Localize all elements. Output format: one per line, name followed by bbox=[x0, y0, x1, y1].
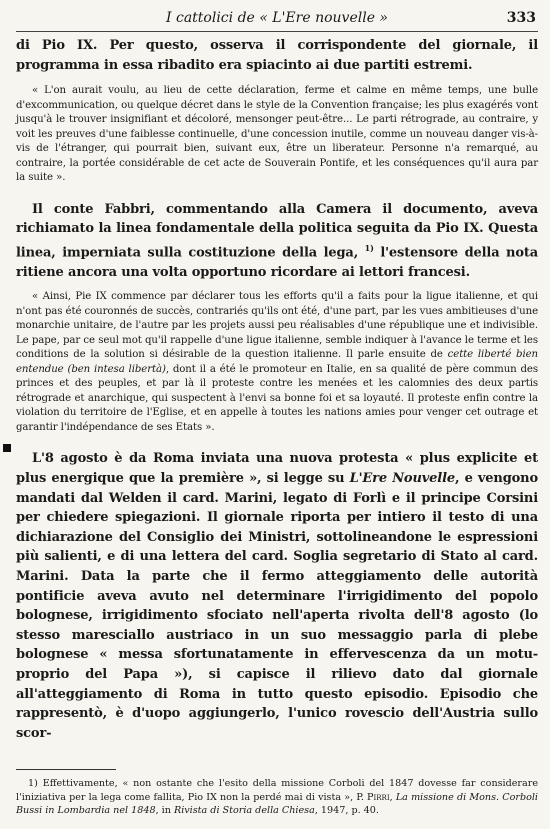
footnote-reference: 1) bbox=[364, 242, 374, 253]
quote-2 bbox=[16, 290, 538, 435]
footnote bbox=[16, 777, 538, 818]
running-title: I cattolici de « L'Ere nouvelle » bbox=[166, 10, 388, 26]
footnote-title: La missione di Mons. Corboli Bussi in Lombardia nel 1848 bbox=[16, 791, 538, 817]
paragraph-2-part-a: Il conte Fabbri, commentando alla Camera il documento, aveva richiamato la linea fondamentale della politica seguita da Pio IX. Questa linea, imperniata sulla costituzione della lega, bbox=[16, 201, 538, 261]
footnote-tail: , 1947, p. 40. bbox=[314, 805, 379, 817]
running-header bbox=[16, 10, 538, 32]
footnote-author: P. Pirri bbox=[356, 791, 390, 803]
paragraph-3-italic: L'Ere Nouvelle bbox=[349, 470, 455, 486]
paragraph-3-part-b: , e vengono mandati dal Welden il card. Marini, legato di Forlì e il principe Corsini per chiedere spiegazioni. Il giornale riporta per intiero il testo di una dichiarazione del Consiglio dei Ministri, sottolineandone le espressioni più salienti, e di una lettera del card. Soglia segretario di Stato al card. Marini. Data la parte che il fermo atteggiamento delle autorità pontificie aveva avuto nel determinare l'irrigidimento del popolo bolognese, irrigidimento sfociato nell'aperta rivolta dell'8 agosto (lo stesso maresciallo austriaco in un suo messaggio parla di plebe bolognese « messa sfortunatamente in effervescenza da un motu-proprio del Papa »), si capisce il rilievo dato dal giornale all'atteggiamento di Roma in tutto questo episodio. Episodio che rappresentò, è d'uopo aggiungerlo, l'unico rovescio dell'Austria sullo scor- bbox=[16, 470, 538, 741]
paragraph-2 bbox=[16, 200, 538, 283]
quote-2-part-a: « Ainsi, Pie IX commence par déclarer tous les efforts qu'il a faits pour la ligue italienne, et qui n'ont pas été couronnés de succès, contrariés qu'ils ont été, d'une part, par les vues ambitieuses d'une monarchie unitaire, de l'autre par les projets aussi peu réalisables d'une république une et indivisible. Le pape, par ce seul mot qu'il rappelle d'une ligue italienne, semble indiquer à l'avance le terme et les conditions de la solution si désirable de la question italienne. Il parle ensuite de bbox=[16, 291, 538, 361]
paragraph-2-part-b: l'estensore della nota ritiene ancora una volta opportuno ricordare ai lettori francesi. bbox=[16, 245, 539, 280]
footnote-rule bbox=[16, 769, 116, 770]
page bbox=[16, 10, 538, 818]
margin-mark bbox=[3, 444, 11, 452]
footnote-text: Effettivamente, « non ostante che l'esito della missione Corboli del 1847 dovesse far considerare l'iniziativa per la lega come fallita, Pio IX non la perdé mai di vista », bbox=[16, 778, 538, 803]
footnote-mid: , in bbox=[155, 805, 174, 817]
page-number: 333 bbox=[506, 10, 536, 26]
footnote-number: 1) bbox=[28, 778, 38, 790]
footnote-sep: , bbox=[389, 791, 396, 803]
quote-2-part-b: , dont il a été le promoteur en Italie, en sa qualité de père commun des princes et des peuples, et par là il proteste contre les menées et les calomnies des deux partis rétrograde et anarchique, qui suspectent à l'envi sa bonne foi et sa loyauté. Il proteste enfin contre la violation du territoire de l'Eglise, et en appelle à toutes les nations amies pour venger cet outrage et garantir l'indépendance de ses Etats ». bbox=[16, 363, 538, 433]
quote-2-italic: cette liberté bien entendue (ben intesa libertà) bbox=[16, 349, 538, 375]
paragraph-1: di Pio IX. Per questo, osserva il corrispondente del giornale, il programma in essa ribadito era spiacinto ai due partiti estremi. bbox=[16, 38, 538, 73]
footnote-journal: Rivista di Storia della Chiesa bbox=[173, 805, 315, 817]
paragraph-3 bbox=[16, 449, 538, 743]
quote-1: « L'on aurait voulu, au lieu de cette déclaration, ferme et calme en même temps, une bulle d'excommunication, ou quelque décret dans le style de la Convention française; les plus exagérés vont jusqu'à le trouver insignifiant et décoloré, mensonger peut-être... Le parti rétrograde, au contraire, y voit les preuves d'une faiblesse continuelle, d'une concession inutile, comme un nouveau danger vis-à-vis de l'étranger, qui pourrait bien, suivant eux, être un liberateur. Personne n'a remarqué, au contraire, la portée considérable de cet acte de Souverain Pontife, et les conséquences qu'il aura par la suite ». bbox=[16, 85, 538, 184]
paragraph-3-part-a: L'8 agosto è da Roma inviata una nuova protesta « plus explicite et plus energique que la première », si legge su bbox=[16, 451, 538, 486]
